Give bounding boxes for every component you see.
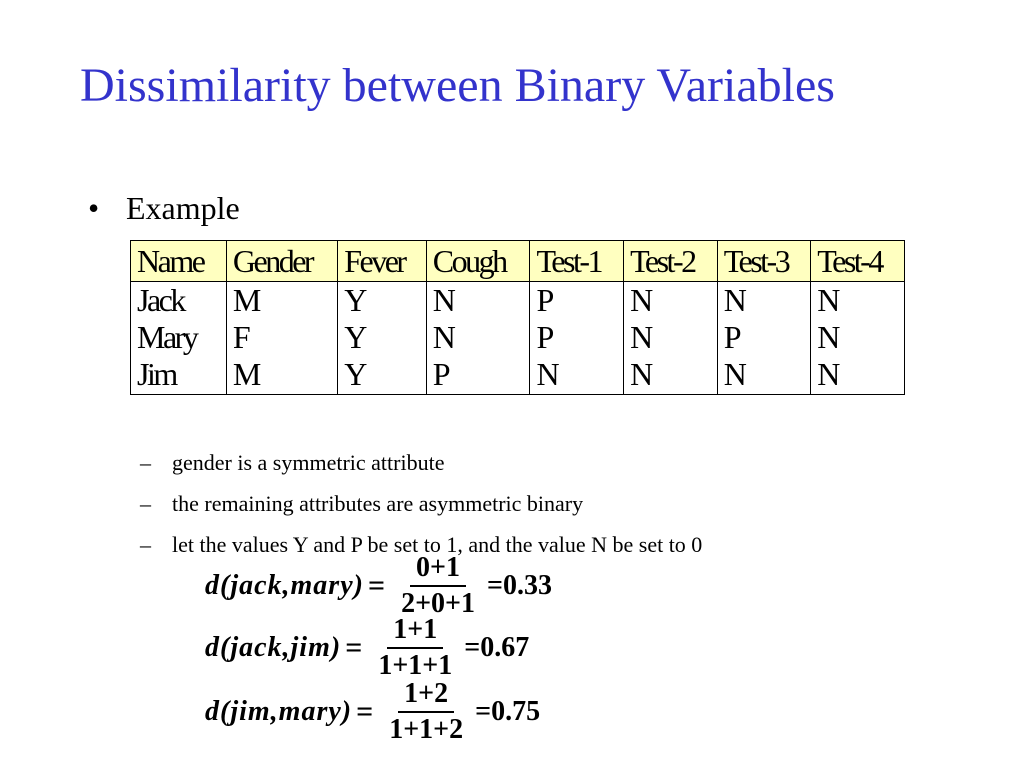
table-cell: P <box>723 319 739 355</box>
fraction-numerator: 1+1 <box>387 614 443 649</box>
equation-lhs: d(jack,mary) <box>205 570 364 601</box>
header-test-1: Test-1 <box>530 241 624 282</box>
fraction-numerator: 1+2 <box>398 678 454 713</box>
header-test-4: Test-4 <box>811 241 905 282</box>
table-cell: N <box>630 282 651 318</box>
dash-marker: – <box>140 532 151 557</box>
header-cough: Cough <box>426 241 530 282</box>
table-cell: N <box>536 356 558 392</box>
equals-sign: = <box>345 631 363 664</box>
dash-marker: – <box>140 491 151 516</box>
equation-result: =0.75 <box>475 696 541 727</box>
table-cell: N <box>817 282 838 318</box>
table-cell: P <box>432 356 449 392</box>
fraction-denominator: 1+1+2 <box>389 714 464 745</box>
table-cell: N <box>630 356 651 392</box>
table-cell: M <box>232 282 259 318</box>
table-cell: M <box>232 356 259 392</box>
table-cell: N <box>630 319 651 355</box>
header-fever: Fever <box>338 241 427 282</box>
table-cell: F <box>232 319 249 355</box>
equation-jack-mary <box>205 552 552 619</box>
header-test-2: Test-2 <box>624 241 718 282</box>
fraction-denominator: 1+1+1 <box>378 650 453 681</box>
column-test-3 <box>717 282 811 395</box>
subbullet-text: let the values Y and P be set to 1, and the value N be set to 0 <box>172 532 703 557</box>
dash-marker: – <box>140 450 151 475</box>
fraction <box>395 552 481 620</box>
equals-sign: = <box>356 695 374 728</box>
table-cell: Mary <box>137 319 197 355</box>
table-cell: N <box>723 356 745 392</box>
header-gender: Gender <box>226 241 337 282</box>
table-cell: Jack <box>137 282 184 318</box>
equation-result: =0.67 <box>464 632 530 663</box>
equals-sign: = <box>367 569 386 602</box>
header-name: Name <box>131 241 227 282</box>
bullet-marker: • <box>88 190 100 226</box>
column-test-4 <box>811 282 905 395</box>
table-cell: Y <box>344 356 365 392</box>
fraction-numerator: 0+1 <box>410 552 466 587</box>
slide-title: Dissimilarity between Binary Variables <box>80 59 835 112</box>
table-cell: N <box>723 282 745 318</box>
equation-jack-jim <box>205 614 530 681</box>
fraction <box>383 678 469 746</box>
table-cell: N <box>432 282 454 318</box>
fraction-denominator: 2+0+1 <box>401 588 475 619</box>
subbullet-text: gender is a symmetric attribute <box>172 450 445 475</box>
table-cell: Y <box>344 282 365 318</box>
fraction <box>372 614 458 682</box>
table-cell: N <box>432 319 454 355</box>
table-cell: P <box>536 282 552 318</box>
table-cell: P <box>536 319 552 355</box>
equation-jim-mary <box>205 678 541 745</box>
bullet-text: Example <box>126 190 240 226</box>
subbullet-text: the remaining attributes are asymmetric binary <box>172 491 584 516</box>
table-cell: Y <box>344 319 365 355</box>
table-cell: Jim <box>137 356 176 392</box>
table-cell: N <box>817 319 838 355</box>
header-test-3: Test-3 <box>717 241 811 282</box>
equation-result: =0.33 <box>487 570 552 601</box>
equation-lhs: d(jack,jim) <box>205 632 342 663</box>
table-cell: N <box>817 356 838 392</box>
equation-lhs: d(jim,mary) <box>205 696 353 727</box>
